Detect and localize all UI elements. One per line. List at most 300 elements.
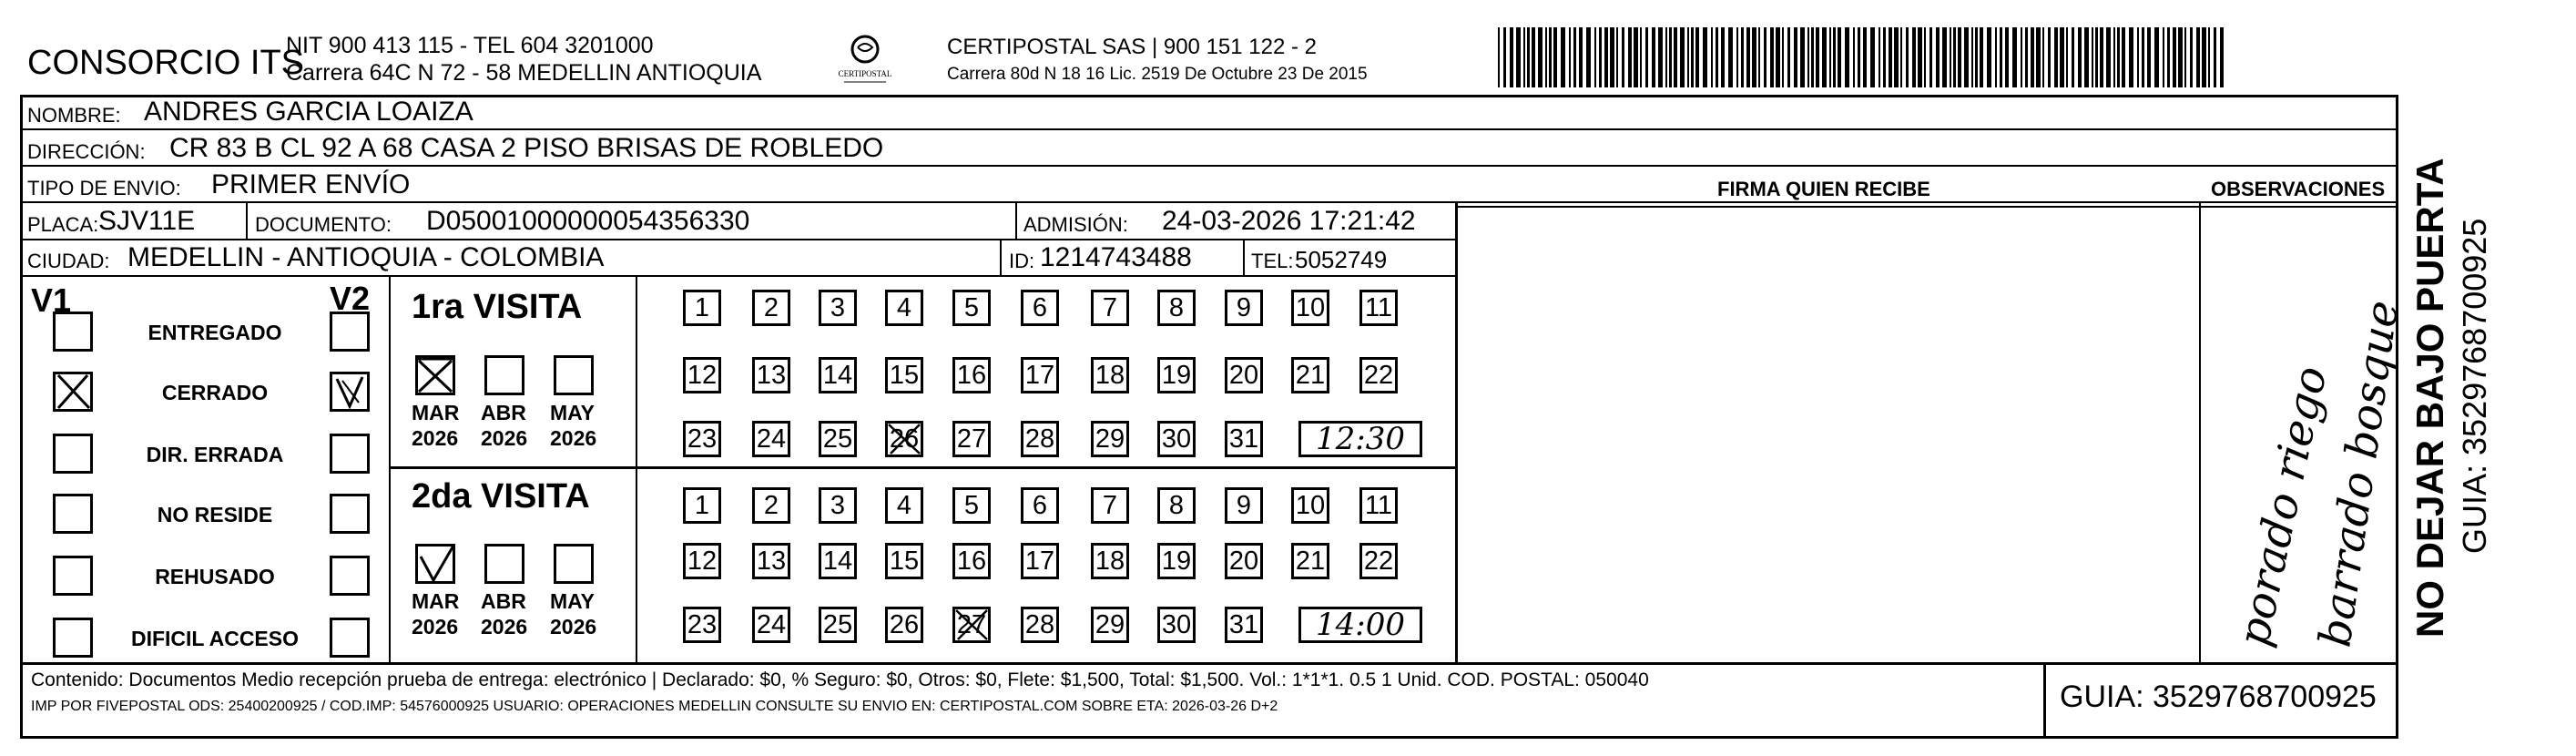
barcode-bar (2092, 27, 2093, 87)
visita1-day-label: 21 (1295, 360, 1326, 390)
visita1-day-box[interactable] (1291, 290, 1329, 326)
barcode-bar (1816, 27, 1819, 87)
visita1-day-label: 14 (822, 360, 853, 390)
barcode-bar (1622, 27, 1624, 87)
v1-checkbox[interactable] (53, 372, 93, 412)
visita1-day-label: 1 (694, 292, 710, 322)
visita1-day-box[interactable] (952, 290, 991, 326)
visita2-day-box[interactable] (1359, 487, 1398, 524)
barcode-bar (1736, 27, 1738, 87)
visita1-day-label: 10 (1295, 292, 1326, 322)
barcode-bar (1787, 27, 1790, 87)
visita1-day-box[interactable] (1021, 290, 1059, 326)
placa-value: SJV11E (98, 206, 196, 236)
status-label: CERRADO (161, 381, 269, 404)
id-label: ID: (1009, 250, 1035, 272)
barcode-bar (1599, 27, 1602, 87)
barcode-bar (2095, 27, 2098, 87)
visita2-day-label: 1 (694, 490, 710, 520)
visita2-day-box[interactable] (1359, 543, 1398, 579)
barcode-bar (2113, 27, 2115, 87)
barcode-bar (1665, 27, 1667, 87)
visita1-day-box[interactable] (819, 421, 857, 457)
barcode-bar (1586, 27, 1591, 87)
visita2-day-box[interactable] (683, 487, 721, 524)
barcode-bar (1523, 27, 1525, 87)
barcode-bar (1883, 27, 1886, 87)
visita2-day-box[interactable] (885, 607, 923, 643)
visita2-day-label: 15 (889, 546, 920, 576)
visita2-day-box[interactable] (819, 607, 857, 643)
barcode-bar (1628, 27, 1632, 87)
visita1-month-label: ABR (481, 401, 526, 424)
visita1-day-box[interactable] (819, 290, 857, 326)
visita1-day-label: 5 (963, 292, 980, 322)
visita2-day-label: 5 (963, 490, 980, 520)
barcode-bar (1695, 27, 1699, 87)
barcode-bar (1573, 27, 1576, 87)
barcode-bar (1527, 27, 1530, 87)
visita2-month-checkbox[interactable] (415, 544, 455, 584)
visita2-day-label: 17 (1024, 546, 1055, 576)
status-label: DIR. ERRADA (146, 443, 284, 466)
visita1-day-box[interactable] (683, 421, 721, 457)
visita1-day-label: 8 (1168, 292, 1185, 322)
visita2-day-label: 25 (822, 609, 853, 639)
visita1-day-box[interactable] (1225, 290, 1263, 326)
visita2-month-checkbox[interactable] (484, 544, 524, 584)
visita2-day-box[interactable] (885, 543, 923, 579)
barcode-bar (1645, 27, 1648, 87)
visita1-day-label: 13 (756, 360, 787, 390)
barcode-bar (2106, 27, 2111, 87)
visita1-month-checkbox[interactable] (554, 355, 594, 395)
visita1-time-box[interactable]: 12:30 (1298, 421, 1422, 457)
barcode-bar (1995, 27, 1997, 87)
barcode-bar (2117, 27, 2120, 87)
visita2-day-label: 4 (896, 490, 912, 520)
barcode-bar (2000, 27, 2002, 87)
status-label: DIFICIL ACCESO (130, 627, 299, 650)
barcode-bar (1703, 27, 1707, 87)
visita2-day-label: 8 (1168, 490, 1185, 520)
admision-value: 24-03-2026 17:21:42 (1162, 206, 1416, 236)
barcode-bar (1579, 27, 1583, 87)
visita1-day-box[interactable] (1091, 290, 1129, 326)
barcode-bar (2129, 27, 2133, 87)
barcode-bar (2072, 27, 2074, 87)
barcode-bar (2036, 27, 2041, 87)
visita2-month-label: ABR (481, 589, 526, 613)
barcode-bar (1503, 27, 1506, 87)
company-name: CONSORCIO ITS (27, 44, 305, 82)
visita2-year-label: 2026 (481, 615, 528, 639)
visita1-day-label: 16 (956, 360, 987, 390)
visita1-day-label: 24 (756, 424, 787, 454)
visita2-day-label: 23 (687, 609, 718, 639)
visita1-day-box[interactable] (885, 357, 923, 393)
barcode-bar (1680, 27, 1685, 87)
barcode-bar (1800, 27, 1805, 87)
visita2-day-box[interactable] (683, 607, 721, 643)
visita2-day-box[interactable] (683, 543, 721, 579)
v1-checkbox[interactable] (53, 434, 93, 474)
barcode-bar (2100, 27, 2103, 87)
admision-label: ADMISIÓN: (1023, 213, 1128, 236)
tipo-envio-value: PRIMER ENVÍO (211, 169, 411, 199)
barcode-bar (1640, 27, 1642, 87)
tel-value: 5052749 (1295, 246, 1388, 273)
documento-label: DOCUMENTO: (255, 213, 392, 236)
visita1-day-label: 20 (1228, 360, 1259, 390)
visita2-day-box[interactable] (1091, 543, 1129, 579)
visita2-day-label: 18 (1095, 546, 1125, 576)
visita2-day-box[interactable] (752, 607, 790, 643)
barcode-bar (1594, 27, 1596, 87)
barcode-bar (2163, 27, 2164, 87)
barcode-bar (1900, 27, 1902, 87)
barcode-bar (2031, 27, 2034, 87)
visita2-day-box[interactable] (1291, 487, 1329, 524)
visita2-day-box[interactable] (1091, 607, 1129, 643)
visita1-month-checkbox[interactable] (484, 355, 524, 395)
visita2-month-checkbox[interactable] (554, 544, 594, 584)
footer-guia: GUIA: 3529768700925 (2060, 679, 2377, 714)
footer-content: Contenido: Documentos Medio recepción prueba de entrega: electrónico | Declarado: $0, % Seguro: $0, Otros: $0, Flete: $1,500, Total: $1,500. Vol.: 1*1*1. 0.5 1 Unid. COD. POSTAL: 050040 (31, 669, 1649, 690)
visita2-title: 2da VISITA (412, 477, 590, 516)
visita1-title: 1ra VISITA (412, 288, 583, 326)
barcode-bar (1811, 27, 1814, 87)
barcode-bar (1746, 27, 1750, 87)
barcode-bar (1975, 27, 1978, 87)
barcode-bar (1752, 27, 1756, 87)
visita1-day-box[interactable] (1225, 357, 1263, 393)
visita2-day-box[interactable] (1021, 543, 1059, 579)
barcode-bar (1691, 27, 1694, 87)
barcode-bar (1561, 27, 1565, 87)
visita1-day-label: 9 (1236, 292, 1252, 322)
barcode-bar (2054, 27, 2058, 87)
barcode-bar (1964, 27, 1969, 87)
barcode-bar (1936, 27, 1940, 87)
barcode-bar (2060, 27, 2064, 87)
barcode-bar (1924, 27, 1926, 87)
visita2-day-box[interactable] (1225, 487, 1263, 524)
barcode-bar (1853, 27, 1855, 87)
visita1-day-box[interactable] (752, 290, 790, 326)
visita1-day-box[interactable] (1091, 421, 1129, 457)
visita1-day-label: 23 (687, 424, 718, 454)
barcode-bar (2173, 27, 2176, 87)
barcode-bar (1674, 27, 1677, 87)
barcode-bar (2122, 27, 2125, 87)
barcode-bar (2202, 27, 2206, 87)
visita2-day-box[interactable] (752, 487, 790, 524)
v1-checkbox[interactable] (53, 312, 93, 352)
side-warning: NO DEJAR BAJO PUERTA (2408, 158, 2451, 638)
visita1-day-label: 7 (1102, 292, 1118, 322)
barcode-bar (2078, 27, 2082, 87)
visita2-day-label: 28 (1024, 609, 1055, 639)
visita1-day-box[interactable] (952, 421, 991, 457)
id-value: 1214743488 (1040, 242, 1192, 272)
visita2-day-box[interactable] (952, 607, 991, 643)
visita2-day-label: 16 (956, 546, 987, 576)
direccion-value: CR 83 B CL 92 A 68 CASA 2 PISO BRISAS DE ROBLEDO (169, 133, 884, 163)
visita2-day-box[interactable] (952, 543, 991, 579)
barcode-bar (2005, 27, 2009, 87)
visita2-month-label: MAY (550, 589, 595, 613)
visita1-day-box[interactable] (683, 290, 721, 326)
visita2-day-label: 19 (1161, 546, 1192, 576)
visita1-day-box[interactable] (1157, 290, 1196, 326)
visita2-day-label: 13 (756, 546, 787, 576)
barcode-bar (1549, 27, 1552, 87)
visita2-day-label: 29 (1095, 609, 1125, 639)
barcode-bar (1958, 27, 1961, 87)
tel-label: TEL: (1251, 250, 1294, 272)
visita2-time-box[interactable]: 14:00 (1298, 607, 1422, 643)
barcode-bar (1863, 27, 1867, 87)
barcode-bar (1829, 27, 1831, 87)
visita2-day-box[interactable] (752, 543, 790, 579)
v2-checkbox[interactable] (330, 618, 370, 658)
v2-checkbox[interactable] (330, 556, 370, 596)
visita2-day-label: 31 (1228, 609, 1259, 639)
visita1-month-checkbox[interactable] (415, 355, 455, 395)
certipostal-nit: CERTIPOSTAL SAS | 900 151 122 - 2 (947, 35, 1317, 59)
visita2-day-label: 20 (1228, 546, 1259, 576)
barcode-bar (1942, 27, 1947, 87)
barcode-bar (1728, 27, 1733, 87)
visita2-day-label: 10 (1295, 490, 1326, 520)
barcode-bar (1634, 27, 1638, 87)
barcode-bar (1833, 27, 1836, 87)
visita2-day-box[interactable] (1021, 487, 1059, 524)
visita2-day-label: 27 (956, 609, 987, 639)
barcode-bar (1545, 27, 1547, 87)
v2-checkbox[interactable] (330, 494, 370, 534)
direccion-label: DIRECCIÓN: (27, 140, 146, 163)
barcode-bar (1870, 27, 1875, 87)
v2-checkbox[interactable] (330, 434, 370, 474)
barcode-bar (1758, 27, 1760, 87)
status-label: ENTREGADO (148, 321, 282, 344)
barcode-bar (1971, 27, 1973, 87)
visita1-day-label: 17 (1024, 360, 1055, 390)
barcode-bar (2220, 27, 2224, 87)
visita2-day-label: 12 (687, 546, 718, 576)
barcode-bar (1894, 27, 1899, 87)
visita2-day-box[interactable] (1225, 607, 1263, 643)
visita1-day-box[interactable] (752, 421, 790, 457)
visita2-year-label: 2026 (412, 615, 459, 639)
visita2-month-label: MAR (412, 589, 460, 613)
barcode-bar (2021, 27, 2022, 87)
barcode-bar (2178, 27, 2183, 87)
barcode-bar (2012, 27, 2017, 87)
visita1-day-label: 12 (687, 360, 718, 390)
barcode-bar (1532, 27, 1535, 87)
visita1-day-label: 30 (1161, 424, 1192, 454)
certipostal-license: Carrera 80d N 18 16 Lic. 2519 De Octubre 23 De 2015 (947, 65, 1368, 84)
handwritten-observations (2204, 211, 2409, 659)
barcode-bar (1538, 27, 1543, 87)
visita1-day-label: 3 (830, 292, 846, 322)
barcode-bar (1950, 27, 1951, 87)
barcode-bar (2190, 27, 2193, 87)
barcode-bar (1807, 27, 1809, 87)
svg-text:barrado bosque: barrado bosque (2309, 297, 2409, 650)
v1-label: V1 (31, 281, 72, 319)
barcode-bar (1980, 27, 1983, 87)
visita2-year-label: 2026 (550, 615, 597, 639)
side-guia: GUIA: 3529768700925 (2456, 218, 2493, 554)
visita2-day-box[interactable] (1157, 487, 1196, 524)
barcode-bar (1553, 27, 1557, 87)
barcode-bar (1764, 27, 1767, 87)
firma-label: FIRMA QUIEN RECIBE (1717, 178, 1930, 200)
visita1-day-box[interactable] (885, 290, 923, 326)
visita1-day-label: 28 (1024, 424, 1055, 454)
barcode-bar (2184, 27, 2186, 87)
barcode-bar (1658, 27, 1663, 87)
barcode-bar (1711, 27, 1713, 87)
visita2-day-box[interactable] (952, 487, 991, 524)
barcode-bar (1610, 27, 1614, 87)
company-nit: NIT 900 413 115 - TEL 604 3201000 (286, 33, 654, 58)
placa-label: PLACA: (27, 213, 99, 236)
barcode-bar (1604, 27, 1608, 87)
status-label: NO RESIDE (157, 503, 273, 526)
barcode-bar (2042, 27, 2044, 87)
barcode-bar (2167, 27, 2170, 87)
barcode-bar (1652, 27, 1655, 87)
visita2-day-box[interactable] (1157, 543, 1196, 579)
visita2-day-box[interactable] (819, 487, 857, 524)
firma-area (1459, 209, 2196, 660)
visita1-day-label: 4 (896, 292, 912, 322)
barcode-bar (2048, 27, 2051, 87)
visita1-year-label: 2026 (481, 426, 528, 450)
footer-impresion: IMP POR FIVEPOSTAL ODS: 25400200925 / COD.IMP: 54576000925 USUARIO: OPERACIONES MEDELLIN CONSULTE SU ENVIO EN: CERTIPOSTAL.COM SOBRE ETA: 2026-03-26 D+2 (31, 699, 1278, 714)
visita1-day-label: 27 (956, 424, 987, 454)
barcode-bar (1770, 27, 1774, 87)
documento-value: D05001000000054356330 (426, 206, 750, 236)
barcode-bar (1838, 27, 1841, 87)
visita1-day-box[interactable] (1157, 421, 1196, 457)
barcode-bar (2214, 27, 2216, 87)
visita1-day-box[interactable] (1225, 421, 1263, 457)
visita1-day-box[interactable] (1021, 357, 1059, 393)
barcode-bar (1721, 27, 1725, 87)
visita1-day-box[interactable] (683, 357, 721, 393)
barcode-bar (1822, 27, 1827, 87)
visita1-day-label: 2 (763, 292, 779, 322)
barcode-bar (1687, 27, 1689, 87)
visita1-day-box[interactable] (1359, 290, 1398, 326)
visita1-day-label: 15 (889, 360, 920, 390)
visita1-day-label: 18 (1095, 360, 1125, 390)
observaciones-label: OBSERVACIONES (2211, 178, 2386, 200)
barcode-bar (1918, 27, 1922, 87)
barcode-bar (1929, 27, 1932, 87)
visita1-day-box[interactable] (1157, 357, 1196, 393)
visita2-day-label: 3 (830, 490, 846, 520)
barcode-bar (2025, 27, 2028, 87)
ciudad-value: MEDELLIN - ANTIOQUIA - COLOMBIA (127, 242, 605, 272)
barcode-bar (1741, 27, 1744, 87)
visita1-day-label: 22 (1363, 360, 1394, 390)
observaciones-area (2204, 211, 2409, 659)
barcode-bar (1906, 27, 1909, 87)
barcode-bar (2137, 27, 2139, 87)
v1-checkbox[interactable] (53, 494, 93, 534)
barcode-bar (1616, 27, 1618, 87)
svg-text:porado riego: porado riego (2227, 362, 2337, 651)
visita2-day-box[interactable] (1091, 487, 1129, 524)
visita2-day-box[interactable] (1157, 607, 1196, 643)
barcode-bar (1569, 27, 1571, 87)
status-label: REHUSADO (155, 565, 275, 588)
barcode-bar (2208, 27, 2210, 87)
visita2-day-box[interactable] (1225, 543, 1263, 579)
barcode-bar (1889, 27, 1892, 87)
visita2-day-box[interactable] (1291, 543, 1329, 579)
tipo-envio-label: TIPO DE ENVIO: (27, 177, 181, 199)
visita2-day-label: 22 (1363, 546, 1394, 576)
v1-checkbox[interactable] (53, 618, 93, 658)
visita1-day-box[interactable] (952, 357, 991, 393)
visita2-day-box[interactable] (885, 487, 923, 524)
company-address: Carrera 64C N 72 - 58 MEDELLIN ANTIOQUIA (286, 60, 762, 86)
visita1-day-box[interactable] (819, 357, 857, 393)
v1-checkbox[interactable] (53, 556, 93, 596)
visita1-day-box[interactable] (1021, 421, 1059, 457)
visita2-day-label: 26 (889, 609, 920, 639)
visita1-day-box[interactable] (1291, 357, 1329, 393)
barcode-bar (1987, 27, 1991, 87)
v2-checkbox[interactable] (330, 312, 370, 352)
barcode-bar (2084, 27, 2089, 87)
visita2-day-box[interactable] (819, 543, 857, 579)
visita1-month-label: MAY (550, 401, 595, 424)
visita2-day-label: 9 (1236, 490, 1252, 520)
barcode-bar (1510, 27, 1513, 87)
barcode-bar (1782, 27, 1784, 87)
barcode-bar (1953, 27, 1956, 87)
barcode-bar (2142, 27, 2144, 87)
barcode-bar (1879, 27, 1880, 87)
visita1-day-box[interactable] (1359, 357, 1398, 393)
visita2-day-label: 24 (756, 609, 787, 639)
visita1-day-box[interactable] (1091, 357, 1129, 393)
visita1-day-box[interactable] (752, 357, 790, 393)
barcode-bar (1845, 27, 1849, 87)
barcode-bar (1516, 27, 1521, 87)
visita1-day-box[interactable] (885, 421, 923, 457)
v2-checkbox[interactable] (330, 372, 370, 412)
barcode-bar (2196, 27, 2200, 87)
barcode-bar (1858, 27, 1860, 87)
barcode-bar (2147, 27, 2151, 87)
visita1-month-label: MAR (412, 401, 460, 424)
visita2-day-label: 30 (1161, 609, 1192, 639)
ciudad-label: CIUDAD: (27, 250, 110, 272)
visita2-day-box[interactable] (1021, 607, 1059, 643)
barcode-bar (1794, 27, 1797, 87)
barcode-bar (1776, 27, 1780, 87)
